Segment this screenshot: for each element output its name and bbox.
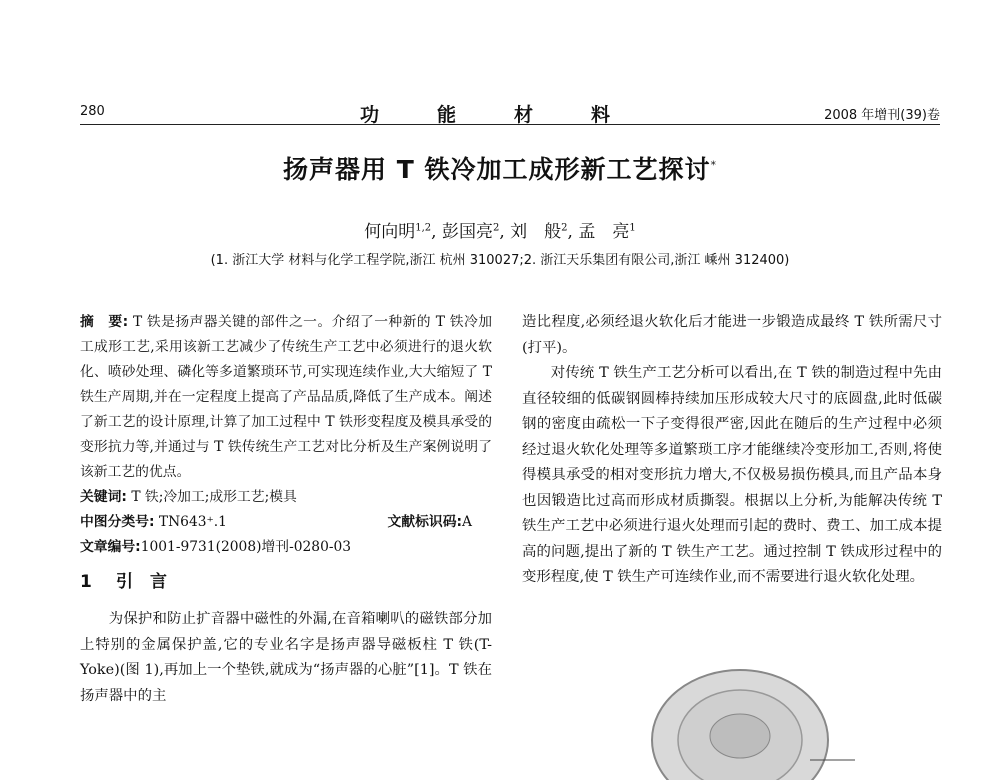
doc-code — [388, 510, 472, 535]
body-paragraph-1: 造比程度,必须经退火软化后才能进一步锻造成最终 T 铁所需尺寸(打平)。 — [522, 314, 942, 356]
keywords-text: T 铁;冷加工;成形工艺;模具 — [131, 489, 297, 505]
keywords-label: 关键词: — [80, 489, 127, 505]
author: 彭国亮 — [441, 222, 493, 242]
title-footnote-mark: * — [710, 158, 717, 172]
right-column — [522, 310, 942, 591]
header-rule — [80, 124, 940, 125]
author: 何向明 — [364, 222, 416, 242]
author-affil-mark: 1 — [629, 222, 636, 234]
section-heading — [80, 570, 492, 595]
author: 刘 般 — [510, 222, 562, 242]
intro-paragraph: 为保护和防止扩音器中磁性的外漏,在音箱喇叭的磁铁部分加上特别的金属保护盖,它的专业名字是扬声器导磁板柱 T 铁(T-Yoke)(图 1),再加上一个垫铁,就成为“扬声器的心脏”[1]。T 铁在扬声器中的主 — [80, 611, 492, 704]
article-id — [80, 535, 492, 560]
abstract-label: 摘 要: — [80, 314, 129, 330]
left-column — [80, 310, 492, 709]
author-list: 何向明$^{1,2}$, 彭国亮$^2$, 刘 般$^2$, 孟 亮$^1$ — [364, 222, 636, 242]
affiliation: (1. 浙江大学 材料与化学工程学院,浙江 杭州 310027;2. 浙江天乐集团有限公司,浙江 嵊州 312400) — [210, 253, 790, 268]
abstract — [80, 310, 492, 485]
author: 孟 亮 — [578, 222, 630, 242]
clc-value: TN643⁺.1 — [158, 514, 227, 530]
article-id-label: 文章编号: — [80, 539, 141, 555]
author-affil-mark: 2 — [492, 222, 500, 234]
author-affil-mark: 2 — [561, 222, 568, 234]
article-id-value: 1001-9731(2008)增刊-0280-03 — [140, 539, 352, 555]
title-text: 扬声器用 T 铁冷加工成形新工艺探讨 — [283, 155, 711, 184]
figure-1-photo — [640, 660, 870, 780]
author-affil-mark: 1,2 — [415, 222, 432, 234]
page-number: 280 — [80, 104, 105, 119]
body-paragraph-2: 对传统 T 铁生产工艺分析可以看出,在 T 铁的制造过程中先由直径较细的低碳钢圆棒持续加压形成较大尺寸的底圆盘,此时低碳钢的密度由疏松一下子变得很严密,因此在随后的生产过程中必须经过退火软化处理等多道繁琐工序才能继续冷变形加工,否则,将使得模具承受的相对变形抗力增大,不仅极易损伤模具,而且产品本身也因锻造比过高而形成材质撕裂。根据以上分析,为能解决传统 T 铁生产工艺中必须进行退火处理而引起的费时、费工、加工成本提高的问题,提出了新的 T 铁生产工艺。通过控制 T 铁成形过程中的变形程度,使 T 铁生产可连续作业,而不需要进行退火软化处理。 — [522, 365, 942, 585]
keywords — [80, 485, 492, 510]
clc-label: 中图分类号: — [80, 514, 155, 530]
abstract-text: T 铁是扬声器关键的部件之一。介绍了一种新的 T 铁冷加工成形工艺,采用该新工艺减少了传统生产工艺中必须进行的退火软化、喷砂处理、磷化等多道繁琐环节,可实现连续作业,大大缩短了 T 铁生产周期,并在一定程度上提高了产品品质,降低了生产成本。阐述了新工艺的设计原理,计算了加工过程中 T 铁形变程度及模具承受的变形抗力等,并通过与 T 铁传统生产工艺对比分析及生产案例说明了该新工艺的优点。 — [80, 314, 492, 480]
classification-row — [80, 510, 492, 535]
issue-info: 2008 年增刊(39)卷 — [824, 108, 940, 123]
doc-code-value: A — [462, 514, 472, 530]
section-title: 引 言 — [116, 572, 167, 592]
clc — [80, 510, 227, 535]
speaker-magnet — [710, 714, 770, 758]
doc-code-label: 文献标识码: — [387, 514, 463, 530]
paper-title — [0, 150, 1000, 186]
journal-name: 功能材料 — [360, 104, 669, 126]
section-number: 1 — [80, 572, 92, 592]
